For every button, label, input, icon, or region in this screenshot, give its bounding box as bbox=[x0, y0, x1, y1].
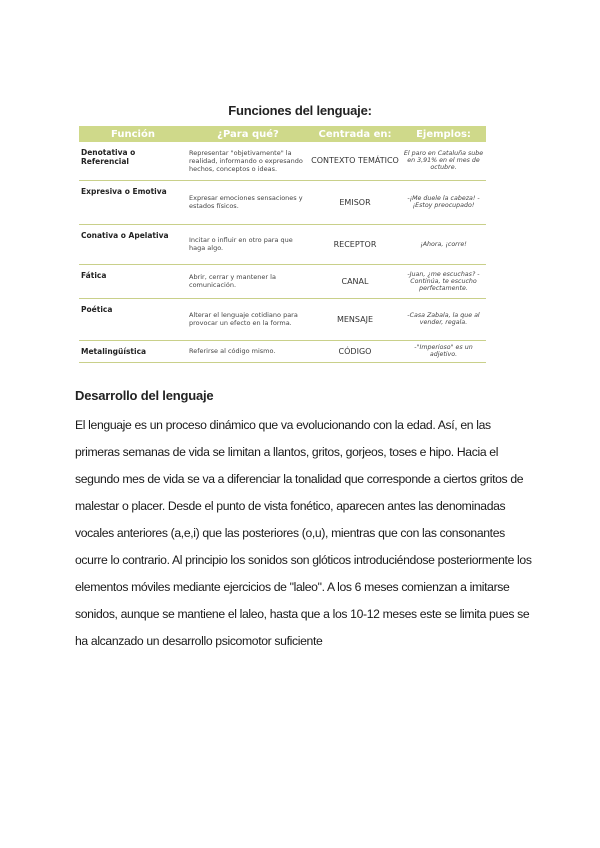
cell-funcion: Poética bbox=[79, 298, 187, 340]
cell-funcion: Conativa o Apelativa bbox=[79, 224, 187, 264]
cell-centrada: CÓDIGO bbox=[309, 340, 401, 362]
cell-centrada: RECEPTOR bbox=[309, 224, 401, 264]
cell-para-que: Incitar o influir en otro para que haga algo. bbox=[187, 224, 309, 264]
functions-table bbox=[79, 126, 486, 363]
cell-ejemplo: -Juan, ¿me escuchas? -Continúa, te escucho perfectamente. bbox=[401, 264, 486, 298]
cell-ejemplo: -¡Me duele la cabeza! -¡Estoy preocupado! bbox=[401, 180, 486, 224]
table-row bbox=[79, 142, 486, 180]
body-paragraph: El lenguaje es un proceso dinámico que va evolucionando con la edad. Así, en las primeras semanas de vida se limitan a llantos, gritos, gorjeos, toses e hipo. Hacia el segundo mes de vida se va a diferenciar la tonalidad que corresponde a ciertos gritos de malestar o placer. Desde el punto de vista fonético, aparecen antes las denominadas vocales anteriores (a,e,i) que las posteriores (o,u), mientras que con las consonantes ocurre lo contrario. Al principio los sonidos son glóticos introduciéndose posteriormente los elementos móviles mediante ejercicios de "laleo". A los 6 meses comienzan a imitarse sonidos, aunque se mantiene el laleo, hasta que a los 10-12 meses este se limita pues se ha alcanzado un desarrollo psicomotor suficiente bbox=[75, 418, 532, 648]
table-row bbox=[79, 224, 486, 264]
table-header-row bbox=[79, 126, 486, 142]
cell-centrada: EMISOR bbox=[309, 180, 401, 224]
cell-ejemplo: -Casa Zabala, la que al vender, regala. bbox=[401, 298, 486, 340]
cell-centrada: CANAL bbox=[309, 264, 401, 298]
cell-para-que: Abrir, cerrar y mantener la comunicación. bbox=[187, 264, 309, 298]
table-row bbox=[79, 340, 486, 362]
cell-funcion: Expresiva o Emotiva bbox=[79, 180, 187, 224]
cell-para-que: Referirse al código mismo. bbox=[187, 340, 309, 362]
cell-funcion: Fática bbox=[79, 264, 187, 298]
cell-ejemplo: ¡Ahora, ¡corre! bbox=[401, 224, 486, 264]
cell-ejemplo: El paro en Cataluña sube en 3,91% en el mes de octubre. bbox=[401, 142, 486, 180]
cell-funcion: Denotativa o Referencial bbox=[79, 142, 187, 180]
cell-funcion: Metalingüística bbox=[79, 340, 187, 362]
page-title: Funciones del lenguaje: bbox=[228, 103, 372, 118]
table-row bbox=[79, 180, 486, 224]
cell-para-que: Alterar el lenguaje cotidiano para provocar un efecto en la forma. bbox=[187, 298, 309, 340]
header-ejemplos: Ejemplos: bbox=[401, 126, 486, 142]
cell-para-que: Expresar emociones sensaciones y estados físicos. bbox=[187, 180, 309, 224]
header-centrada: Centrada en: bbox=[309, 126, 401, 142]
cell-ejemplo: -"Imperioso" es un adjetivo. bbox=[401, 340, 486, 362]
header-para-que: ¿Para qué? bbox=[187, 126, 309, 142]
header-funcion: Función bbox=[79, 126, 187, 142]
table-row bbox=[79, 298, 486, 340]
table-row bbox=[79, 264, 486, 298]
cell-centrada: MENSAJE bbox=[309, 298, 401, 340]
cell-centrada: CONTEXTO TEMÁTICO bbox=[309, 142, 401, 180]
section-heading: Desarrollo del lenguaje bbox=[75, 388, 214, 403]
cell-para-que: Representar "objetivamente" la realidad, informando o expresando hechos, conceptos o ideas. bbox=[187, 142, 309, 180]
